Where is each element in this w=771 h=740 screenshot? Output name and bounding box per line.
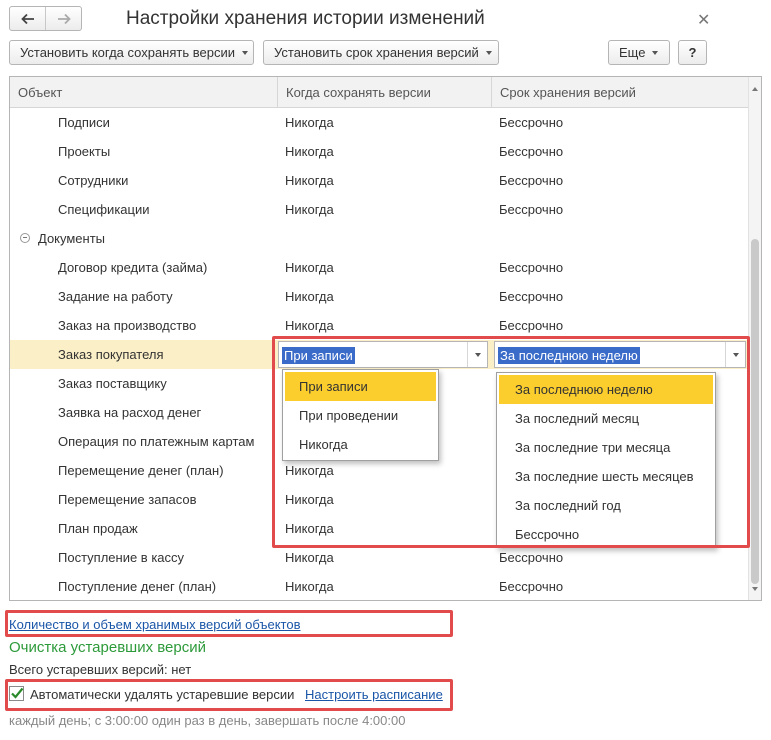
cell-term: Бессрочно	[499, 579, 564, 594]
column-header-term[interactable]: Срок хранения версий	[491, 77, 748, 108]
cell-object: Операция по платежным картам	[58, 434, 255, 449]
when-option[interactable]: При проведении	[299, 408, 399, 423]
term-option[interactable]: За последний год	[515, 498, 621, 513]
cell-group-label: Документы	[38, 231, 106, 246]
cell-object: Подписи	[58, 115, 110, 130]
table-row[interactable]	[10, 195, 748, 224]
cell-when: Никогда	[285, 202, 334, 217]
scroll-up-icon[interactable]	[752, 87, 758, 91]
schedule-link[interactable]: Настроить расписание	[305, 687, 443, 702]
cell-when: Никогда	[285, 463, 334, 478]
auto-delete-label[interactable]: Автоматически удалять устаревшие версии	[30, 687, 295, 702]
arrow-left-icon	[21, 13, 35, 25]
when-select-value: При записи	[284, 348, 353, 363]
cell-term: Бессрочно	[499, 144, 564, 159]
cell-object: Сотрудники	[58, 173, 129, 188]
cell-when: Никогда	[285, 289, 334, 304]
more-button[interactable]	[608, 40, 670, 65]
set-when-label: Установить когда сохранять версии	[20, 45, 235, 60]
obsolete-versions-total: Всего устаревших версий: нет	[9, 662, 192, 677]
cell-when: Никогда	[285, 521, 334, 536]
cell-term: Бессрочно	[499, 260, 564, 275]
cell-when: Никогда	[285, 115, 334, 130]
cell-object: Перемещение денег (план)	[58, 463, 224, 478]
cell-object: Заявка на расход денег	[58, 405, 202, 420]
chevron-down-icon	[486, 51, 492, 55]
cell-term: Бессрочно	[499, 289, 564, 304]
cell-object: Заказ покупателя	[58, 347, 164, 362]
forward-button[interactable]	[45, 7, 81, 30]
cell-when: Никогда	[285, 492, 334, 507]
cell-when: Никогда	[285, 173, 334, 188]
cell-term: Бессрочно	[499, 173, 564, 188]
help-button[interactable]	[678, 40, 707, 65]
column-header-object[interactable]: Объект	[18, 85, 63, 100]
set-term-button[interactable]	[263, 40, 499, 65]
collapse-icon[interactable]	[20, 233, 30, 243]
cell-when: Никогда	[285, 318, 334, 333]
cell-object: Задание на работу	[58, 289, 173, 304]
scroll-down-icon[interactable]	[752, 587, 758, 591]
table-header	[10, 77, 748, 108]
scrollbar-thumb[interactable]	[751, 239, 759, 584]
cell-object: Перемещение запасов	[58, 492, 197, 507]
arrow-right-icon	[57, 13, 71, 25]
cell-term: Бессрочно	[499, 115, 564, 130]
auto-delete-checkbox[interactable]	[9, 686, 24, 701]
more-label: Еще	[619, 45, 646, 60]
cell-term: Бессрочно	[499, 202, 564, 217]
term-option[interactable]: За последние шесть месяцев	[515, 469, 694, 484]
term-select-value: За последнюю неделю	[500, 348, 638, 363]
cell-object: Заказ поставщику	[58, 376, 167, 391]
when-option[interactable]: При записи	[285, 372, 436, 401]
table-row-group-documents[interactable]	[10, 224, 748, 253]
cell-object: Поступление в кассу	[58, 550, 185, 565]
cell-object: Договор кредита (займа)	[58, 260, 208, 275]
back-button[interactable]	[10, 7, 45, 30]
cell-term: Бессрочно	[499, 550, 564, 565]
cell-when: Никогда	[285, 144, 334, 159]
table-row[interactable]	[10, 253, 748, 282]
cell-object: Заказ на производство	[58, 318, 197, 333]
checkmark-icon	[10, 686, 24, 700]
navigation-buttons	[9, 6, 82, 31]
table-row[interactable]	[10, 108, 748, 137]
cell-object: План продаж	[58, 521, 138, 536]
versions-count-link[interactable]: Количество и объем хранимых версий объектов	[9, 617, 301, 632]
cell-when: Никогда	[285, 550, 334, 565]
chevron-down-icon	[652, 51, 658, 55]
set-when-button[interactable]	[9, 40, 254, 65]
window-title: Настройки хранения истории изменений	[126, 8, 485, 29]
term-option[interactable]: За последние три месяца	[515, 440, 671, 455]
table-row[interactable]	[10, 137, 748, 166]
column-header-when[interactable]: Когда сохранять версии	[277, 77, 491, 108]
cell-object: Проекты	[58, 144, 111, 159]
close-icon[interactable]: ✕	[697, 12, 711, 29]
chevron-down-icon	[242, 51, 248, 55]
cell-when: Никогда	[285, 579, 334, 594]
table-row[interactable]	[10, 572, 748, 601]
table-row[interactable]	[10, 166, 748, 195]
when-option[interactable]: Никогда	[299, 437, 348, 452]
cell-object: Спецификации	[58, 202, 150, 217]
term-option[interactable]: За последнюю неделю	[499, 375, 713, 404]
cell-object: Поступление денег (план)	[58, 579, 217, 594]
term-option[interactable]: Бессрочно	[515, 527, 580, 542]
cell-term: Бессрочно	[499, 318, 564, 333]
table-row[interactable]	[10, 282, 748, 311]
help-label: ?	[688, 45, 697, 60]
highlight-frame-dropdowns	[272, 336, 750, 548]
cell-when: Никогда	[285, 260, 334, 275]
cleanup-section-title: Очистка устаревших версий	[9, 639, 206, 656]
set-term-label: Установить срок хранения версий	[274, 45, 479, 60]
schedule-description: каждый день; с 3:00:00 один раз в день, завершать после 4:00:00	[9, 713, 406, 728]
term-option[interactable]: За последний месяц	[515, 411, 640, 426]
